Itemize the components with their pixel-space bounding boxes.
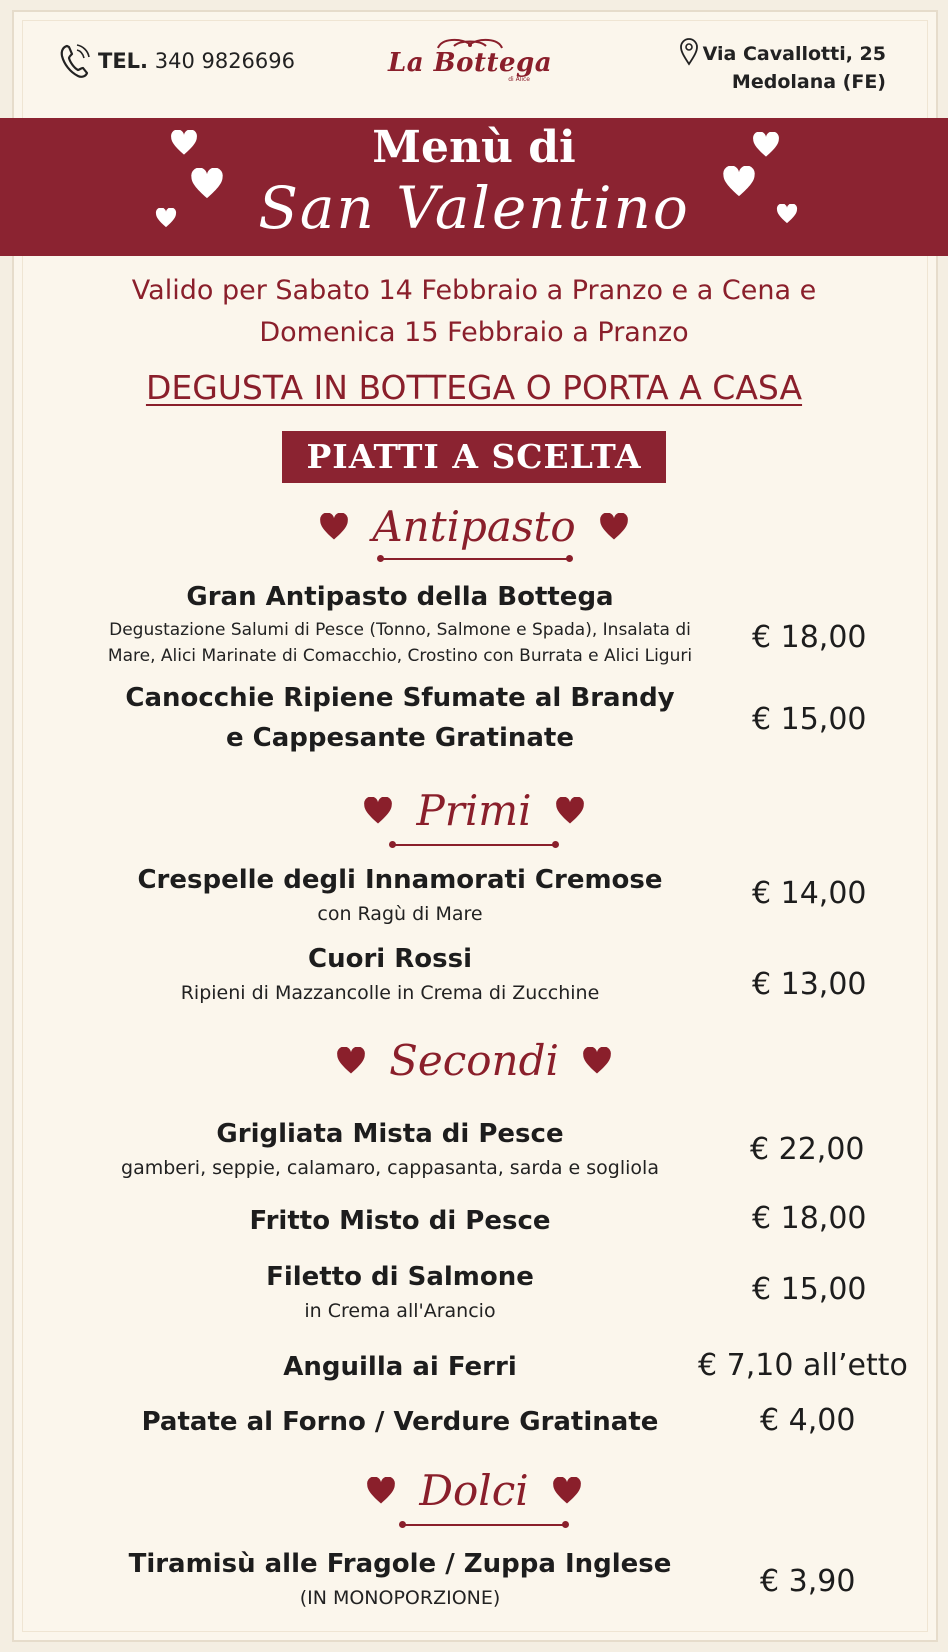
dish-name: Anguilla ai Ferri	[283, 1352, 517, 1382]
dish-price: € 13,00	[752, 967, 867, 1002]
logo	[380, 36, 560, 83]
logo-text: La Bottega	[387, 48, 553, 78]
dish-name: Fritto Misto di Pesce	[249, 1206, 551, 1236]
degusta-headline: DEGUSTA IN BOTTEGA O PORTA A CASA	[145, 368, 803, 407]
dish-name: Filetto di Salmone	[266, 1262, 534, 1292]
heart-icon	[722, 166, 756, 198]
phone-label: TEL.	[98, 49, 149, 73]
heart-icon	[155, 208, 177, 228]
address	[679, 38, 886, 96]
dish-price: € 3,90	[760, 1564, 856, 1599]
section-primi	[0, 786, 948, 835]
dish-secondi-5	[60, 1402, 740, 1442]
dish-secondi-4	[60, 1347, 740, 1387]
dish-primi-2	[40, 939, 740, 1007]
section-title: Dolci	[419, 1466, 529, 1515]
section-antipasto	[0, 502, 948, 551]
dish-description: con Ragù di Mare	[317, 903, 483, 925]
heart-icon	[752, 132, 780, 158]
dish-name-line-1: Canocchie Ripiene Sfumate al Brandy	[125, 683, 675, 713]
heart-icon	[599, 513, 629, 541]
section-underline	[402, 1524, 566, 1526]
heart-icon	[363, 797, 393, 825]
dish-description-line-2: Mare, Alici Marinate di Comacchio, Crostino con Burrata e Alici Liguri	[107, 646, 693, 666]
phone-number: 340 9826696	[154, 49, 296, 73]
address-street: Via Cavallotti, 25	[702, 43, 886, 65]
dish-antipasto-1	[40, 577, 760, 669]
dish-name: Patate al Forno / Verdure Gratinate	[141, 1407, 659, 1437]
section-underline	[380, 558, 570, 560]
heart-icon	[190, 168, 224, 200]
dish-antipasto-2	[60, 678, 740, 758]
dish-description: in Crema all'Arancio	[304, 1300, 496, 1322]
section-title: Primi	[416, 786, 532, 835]
dish-dolci-1	[60, 1544, 740, 1612]
dish-description: (IN MONOPORZIONE)	[299, 1587, 501, 1609]
validity-text	[0, 270, 948, 354]
dish-secondi-3	[60, 1257, 740, 1325]
dish-name: Crespelle degli Innamorati Cremose	[137, 865, 663, 895]
dish-price: € 14,00	[752, 876, 867, 911]
dish-price: € 18,00	[752, 1201, 867, 1236]
dish-name: Cuori Rossi	[308, 944, 472, 974]
section-secondi	[0, 1036, 948, 1085]
banner-script-title: San Valentino	[258, 174, 690, 242]
section-underline	[392, 844, 556, 846]
phone-contact	[58, 42, 295, 80]
heart-icon	[319, 513, 349, 541]
dish-price: € 22,00	[750, 1132, 865, 1167]
dish-price: € 15,00	[752, 702, 867, 737]
section-dolci	[0, 1466, 948, 1515]
heart-icon	[552, 1477, 582, 1505]
dish-primi-1	[60, 860, 740, 928]
validity-line-2: Domenica 15 Febbraio a Pranzo	[259, 317, 689, 348]
banner-title: Menù di	[372, 122, 576, 173]
heart-icon	[555, 797, 585, 825]
dish-price: € 4,00	[760, 1403, 856, 1438]
heart-icon	[366, 1477, 396, 1505]
heart-icon	[582, 1047, 612, 1075]
address-city: Medolana (FE)	[731, 71, 886, 93]
dish-description: Ripieni di Mazzancolle in Crema di Zucchine	[180, 982, 600, 1004]
dish-name: Gran Antipasto della Bottega	[186, 582, 614, 612]
location-pin-icon	[679, 38, 699, 66]
logo-sub: di Alice	[508, 76, 530, 83]
piatti-label: PIATTI A SCELTA	[282, 431, 666, 483]
phone-icon	[58, 42, 90, 80]
dish-description: gamberi, seppie, calamaro, cappasanta, sarda e sogliola	[121, 1157, 659, 1179]
dish-description-line-1: Degustazione Salumi di Pesce (Tonno, Salmone e Spada), Insalata di	[109, 620, 691, 640]
heart-icon	[776, 204, 798, 224]
dish-secondi-1	[40, 1114, 740, 1182]
dish-price: € 7,10 all’etto	[698, 1348, 908, 1383]
title-banner	[0, 118, 948, 256]
validity-line-1: Valido per Sabato 14 Febbraio a Pranzo e a Cena e	[131, 275, 817, 306]
dish-name-line-2: e Cappesante Gratinate	[226, 723, 574, 753]
section-title: Antipasto	[372, 502, 576, 551]
dish-price: € 15,00	[752, 1272, 867, 1307]
heart-icon	[336, 1047, 366, 1075]
dish-secondi-2	[60, 1201, 740, 1241]
section-title: Secondi	[389, 1036, 559, 1085]
dish-price: € 18,00	[752, 620, 867, 655]
heart-icon	[170, 130, 198, 156]
dish-name: Tiramisù alle Fragole / Zuppa Inglese	[128, 1549, 672, 1579]
dish-name: Grigliata Mista di Pesce	[216, 1119, 564, 1149]
